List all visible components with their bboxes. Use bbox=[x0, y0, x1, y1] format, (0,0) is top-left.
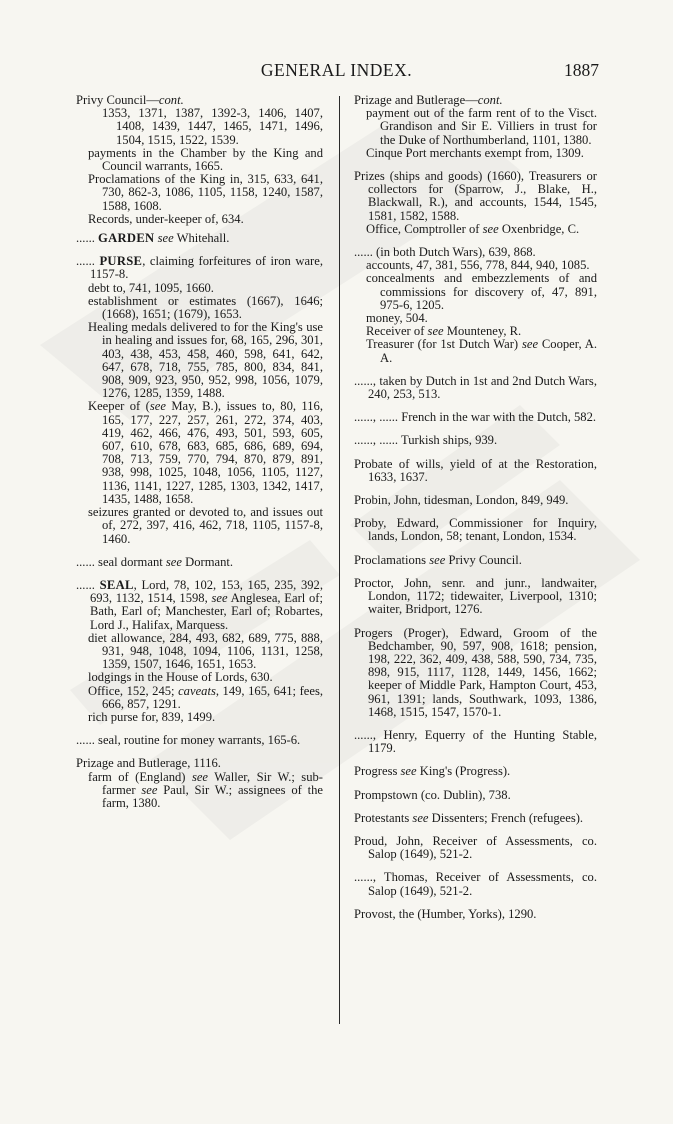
index-entry: Prizes (ships and goods) (1660), Treasurers or collectors for (Sparrow, J., Blake, H., Blackwall, R.), and accounts, 1544, 1545, 1581, 1582, 1588. bbox=[354, 169, 597, 223]
index-entry: Progers (Proger), Edward, Groom of the Bedchamber, 90, 597, 908, 1618; pension, 198, 222, 362, 409, 438, 588, 590, 734, 735, 898, 915, 1117, 1128, 1449, 1456, 1662; keeper of Middle Park, Hampton Court, 453, 961, 1391; lands, Southwark, 1093, 1386, 1468, 1515, 1547, 1570-1. bbox=[354, 625, 597, 719]
index-subentry: Proclamations of the King in, 315, 633, 641, 730, 862-3, 1086, 1105, 1158, 1240, 1587, 1588, 1608. bbox=[88, 172, 323, 213]
index-entry: Prompstown (co. Dublin), 738. bbox=[354, 787, 511, 802]
column-divider bbox=[339, 96, 340, 1024]
index-entry: Proby, Edward, Commissioner for Inquiry, lands, London, 58; tenant, London, 1534. bbox=[354, 516, 597, 544]
page-header bbox=[0, 60, 673, 82]
index-entry: ......, ...... French in the war with the Dutch, 582. bbox=[354, 410, 597, 425]
index-subentry: Records, under-keeper of, 634. bbox=[88, 211, 244, 226]
page-number: 1887 bbox=[564, 60, 599, 80]
index-subentry: rich purse for, 839, 1499. bbox=[88, 709, 216, 724]
left-index-column bbox=[76, 94, 323, 810]
index-subentry: seizures granted or devoted to, and issues out of, 272, 397, 416, 462, 718, 1105, 1157-8, 1460. bbox=[88, 505, 323, 546]
index-subentry: accounts, 47, 381, 556, 778, 844, 940, 1085. bbox=[366, 258, 590, 273]
index-entry: ......, ...... Turkish ships, 939. bbox=[354, 433, 498, 448]
index-entry: Progress see King's (Progress). bbox=[354, 764, 511, 779]
index-subentry: money, 504. bbox=[366, 311, 428, 326]
index-entry: Proud, John, Receiver of Assessments, co. Salop (1649), 521-2. bbox=[354, 833, 597, 862]
index-subentry: concealments and embezzlements of and commissions for discovery of, 47, 891, 975-6, 1205. bbox=[366, 271, 597, 312]
index-entry: ......, taken by Dutch in 1st and 2nd Dutch Wars, 240, 253, 513. bbox=[354, 373, 597, 402]
index-subentry: 1353, 1371, 1387, 1392-3, 1406, 1407, 1408, 1439, 1447, 1465, 1471, 1496, 1504, 1515, 1522, 1539. bbox=[102, 106, 323, 147]
index-subentry: Cinque Port merchants exempt from, 1309. bbox=[366, 145, 584, 160]
index-subentry: Treasurer (for 1st Dutch War) see Cooper, A. A. bbox=[366, 337, 597, 365]
index-entry: ...... SEAL, Lord, 78, 102, 153, 165, 235, 392, 693, 1132, 1514, 1598, see Anglesea, Earl of; Bath, Earl of; Manchester, Earl of; Robartes, Lord J., Halifax, Marquess. bbox=[76, 577, 323, 632]
index-entry: ...... (in both Dutch Wars), 639, 868. bbox=[354, 245, 536, 260]
index-entry: Proclamations see Privy Council. bbox=[354, 552, 522, 567]
index-entry: ...... PURSE, claiming forfeitures of iron ware, 1157-8. bbox=[76, 254, 323, 282]
index-subentry: establishment or estimates (1667), 1646; (1668), 1651; (1679), 1653. bbox=[88, 293, 323, 322]
index-entry: Probate of wills, yield of at the Restoration, 1633, 1637. bbox=[354, 456, 597, 484]
index-subentry: Healing medals delivered to for the King's use in healing and issues for, 68, 165, 296, 301, 403, 438, 453, 458, 460, 598, 641, 642, 647, 678, 718, 755, 785, 800, 834, 841, 908, 909, 923, 950, 952, 998, 1056, 1079, 1276, 1285, 1359, 1488. bbox=[88, 320, 323, 401]
index-entry: Protestants see Dissenters; French (refugees). bbox=[354, 810, 584, 825]
index-subentry: payments in the Chamber by the King and Council warrants, 1665. bbox=[88, 145, 323, 174]
index-subentry: Keeper of (see May, B.), issues to, 80, 116, 165, 177, 227, 257, 261, 272, 374, 403, 419, 462, 466, 476, 493, 501, 593, 605, 607, 610, 678, 683, 685, 686, 689, 694, 708, 713, 759, 770, 794, 870, 879, 891, 938, 998, 1025, 1048, 1056, 1105, 1127, 1136, 1141, 1227, 1285, 1303, 1342, 1417, 1435, 1488, 1658. bbox=[88, 399, 323, 506]
index-entry: ...... seal dormant see Dormant. bbox=[76, 554, 234, 569]
index-entry: Provost, the (Humber, Yorks), 1290. bbox=[354, 906, 537, 921]
index-subentry: Office, 152, 245; caveats, 149, 165, 641; fees, 666, 857, 1291. bbox=[88, 683, 323, 711]
running-title: GENERAL INDEX. bbox=[260, 60, 413, 80]
index-subentry: lodgings in the House of Lords, 630. bbox=[88, 670, 273, 685]
index-entry: Prizage and Butlerage—cont. bbox=[354, 93, 503, 107]
index-entry: Proctor, John, senr. and junr., landwaiter, London, 1172; tidewaiter, Liverpool, 1310; waiter, Bridport, 1276. bbox=[354, 575, 597, 617]
index-entry: Privy Council—cont. bbox=[76, 93, 184, 107]
index-entry: ...... seal, routine for money warrants, 165-6. bbox=[76, 733, 301, 748]
index-entry: ......, Thomas, Receiver of Assessments, co. Salop (1649), 521-2. bbox=[354, 870, 597, 898]
index-subentry: farm of (England) see Waller, Sir W.; sub-farmer see Paul, Sir W.; assignees of the farm, 1380. bbox=[88, 769, 323, 810]
index-entry: ......, Henry, Equerry of the Hunting Stable, 1179. bbox=[354, 727, 597, 756]
index-subentry: payment out of the farm rent of to the Visct. Grandison and Sir E. Villiers in trust for the Duke of Northumberland, 1101, 1380. bbox=[366, 106, 597, 147]
index-entry: Prizage and Butlerage, 1116. bbox=[76, 756, 221, 771]
index-subentry: diet allowance, 284, 493, 682, 689, 775, 888, 931, 948, 1048, 1094, 1106, 1131, 1258, 1359, 1507, 1646, 1651, 1653. bbox=[88, 630, 323, 672]
index-entry: Probin, John, tidesman, London, 849, 949. bbox=[354, 493, 569, 508]
index-subentry: Receiver of see Mounteney, R. bbox=[366, 324, 522, 339]
right-index-column bbox=[354, 94, 597, 921]
index-subentry: debt to, 741, 1095, 1660. bbox=[88, 280, 214, 295]
index-entry: ...... GARDEN see Whitehall. bbox=[76, 231, 230, 246]
index-subentry: Office, Comptroller of see Oxenbridge, C. bbox=[366, 221, 580, 236]
